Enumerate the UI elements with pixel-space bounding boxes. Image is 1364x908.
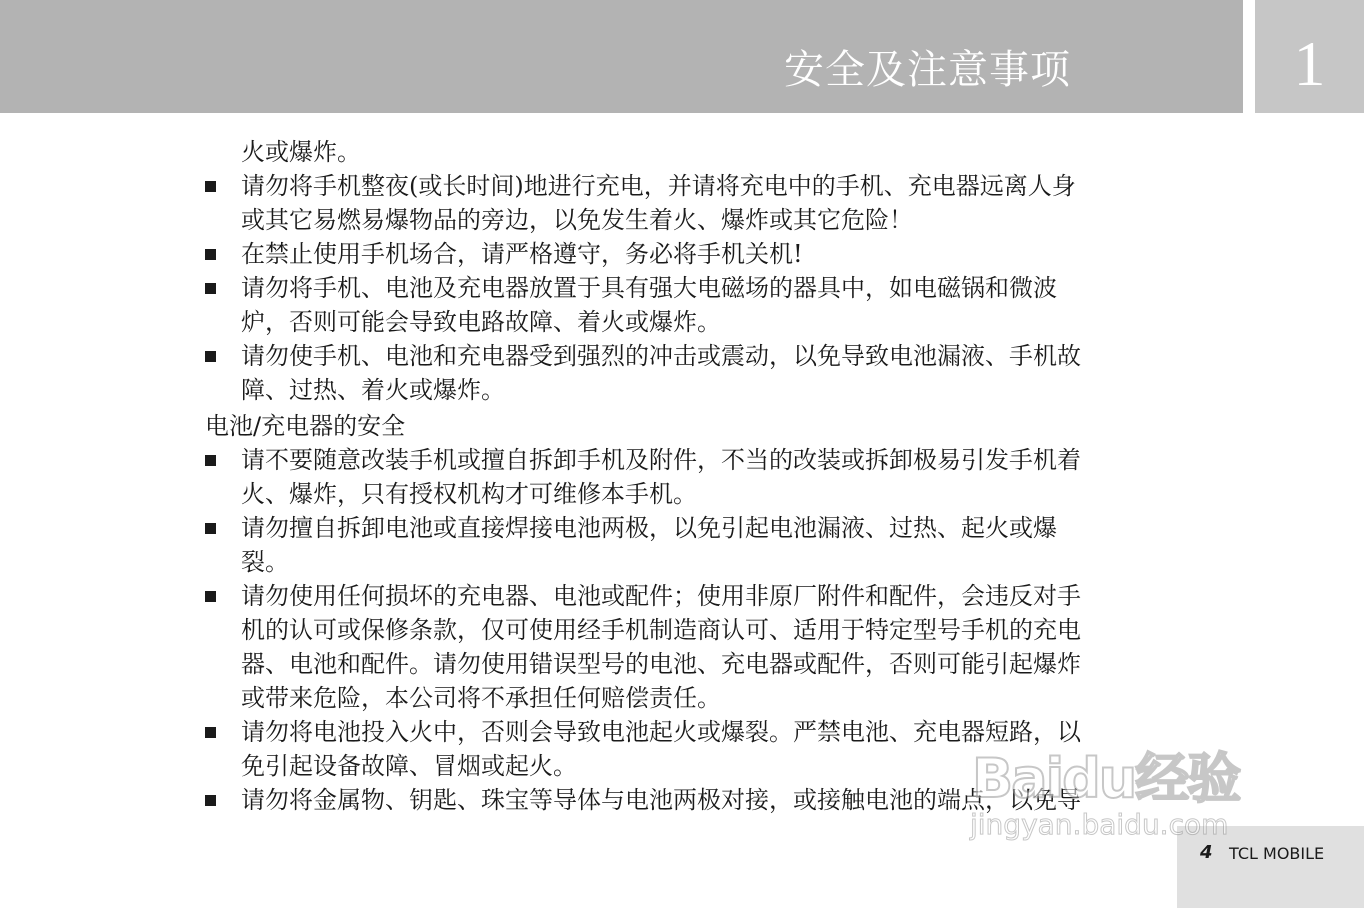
bullet-text: 器、电池和配件。请勿使用错误型号的电池、充电器或配件，否则可能引起爆炸 — [241, 650, 1081, 678]
bullet-item-continuation — [205, 373, 1235, 407]
bullet-item-first-line — [205, 511, 1235, 545]
bullet-text: 请勿将电池投入火中，否则会导致电池起火或爆裂。严禁电池、充电器短路，以 — [241, 718, 1081, 746]
bullet-text: 机的认可或保修条款，仅可使用经手机制造商认可、适用于特定型号手机的充电 — [241, 616, 1081, 644]
bullet-text: 请勿擅自拆卸电池或直接焊接电池两极，以免引起电池漏液、过热、起火或爆 — [241, 514, 1057, 542]
bullet-text: 障、过热、着火或爆炸。 — [241, 376, 505, 404]
bullet-list-general — [205, 169, 1235, 407]
bullet-text: 裂。 — [241, 548, 289, 576]
bullet-item-first-line — [205, 443, 1235, 477]
page-title: 安全及注意事项 — [784, 47, 1071, 93]
bullet-text: 或其它易燃易爆物品的旁边，以免发生着火、爆炸或其它危险！ — [241, 206, 913, 234]
bullet-text: 在禁止使用手机场合，请严格遵守，务必将手机关机! — [241, 240, 803, 268]
page-number: 4 — [1200, 842, 1213, 863]
bullet-text: 免引起设备故障、冒烟或起火。 — [241, 752, 577, 780]
chapter-tab — [1255, 0, 1364, 113]
bullet-text: 请勿使用任何损坏的充电器、电池或配件；使用非原厂附件和配件，会违反对手 — [241, 582, 1081, 610]
watermark-logo: Baidu经验 — [972, 747, 1240, 810]
square-bullet-icon — [205, 727, 216, 738]
bullet-text: 请勿将手机、电池及充电器放置于具有强大电磁场的器具中，如电磁锅和微波 — [241, 274, 1057, 302]
square-bullet-icon — [205, 591, 216, 602]
watermark-url: jingyan.baidu.com — [970, 808, 1229, 841]
bullet-text: 请不要随意改装手机或擅自拆卸手机及附件，不当的改装或拆卸极易引发手机着 — [241, 446, 1081, 474]
brand-label: TCL MOBILE — [1229, 844, 1325, 863]
bullet-item-first-line — [205, 339, 1235, 373]
bullet-item-first-line — [205, 579, 1235, 613]
chapter-number: 1 — [1293, 28, 1326, 99]
bullet-text: 或带来危险，本公司将不承担任何赔偿责任。 — [241, 684, 721, 712]
square-bullet-icon — [205, 351, 216, 362]
square-bullet-icon — [205, 181, 216, 192]
header-band — [0, 0, 1243, 113]
bullet-text: 火、爆炸，只有授权机构才可维修本手机。 — [241, 480, 697, 508]
bullet-text: 请勿将手机整夜(或长时间)地进行充电，并请将充电中的手机、充电器远离人身 — [241, 172, 1076, 200]
bullet-text: 请勿将金属物、钥匙、珠宝等导体与电池两极对接，或接触电池的端点，以免导 — [241, 786, 1081, 814]
bullet-item-first-line — [205, 169, 1235, 203]
continued-line: 火或爆炸。 — [241, 138, 361, 166]
square-bullet-icon — [205, 455, 216, 466]
bullet-text: 炉，否则可能会导致电路故障、着火或爆炸。 — [241, 308, 721, 336]
square-bullet-icon — [205, 523, 216, 534]
bullet-item-continuation — [205, 203, 1235, 237]
section-heading: 电池/充电器的安全 — [205, 412, 406, 440]
bullet-item-first-line — [205, 271, 1235, 305]
bullet-item-continuation — [205, 613, 1235, 647]
bullet-text: 请勿使手机、电池和充电器受到强烈的冲击或震动，以免导致电池漏液、手机故 — [241, 342, 1081, 370]
square-bullet-icon — [205, 283, 216, 294]
watermark — [962, 736, 1262, 856]
bullet-item-continuation — [205, 477, 1235, 511]
body-content — [205, 135, 1235, 817]
bullet-item-continuation — [205, 681, 1235, 715]
square-bullet-icon — [205, 249, 216, 260]
bullet-item-continuation — [205, 305, 1235, 339]
square-bullet-icon — [205, 795, 216, 806]
bullet-item-continuation — [205, 545, 1235, 579]
bullet-item-first-line — [205, 237, 1235, 271]
bullet-item-continuation — [205, 647, 1235, 681]
